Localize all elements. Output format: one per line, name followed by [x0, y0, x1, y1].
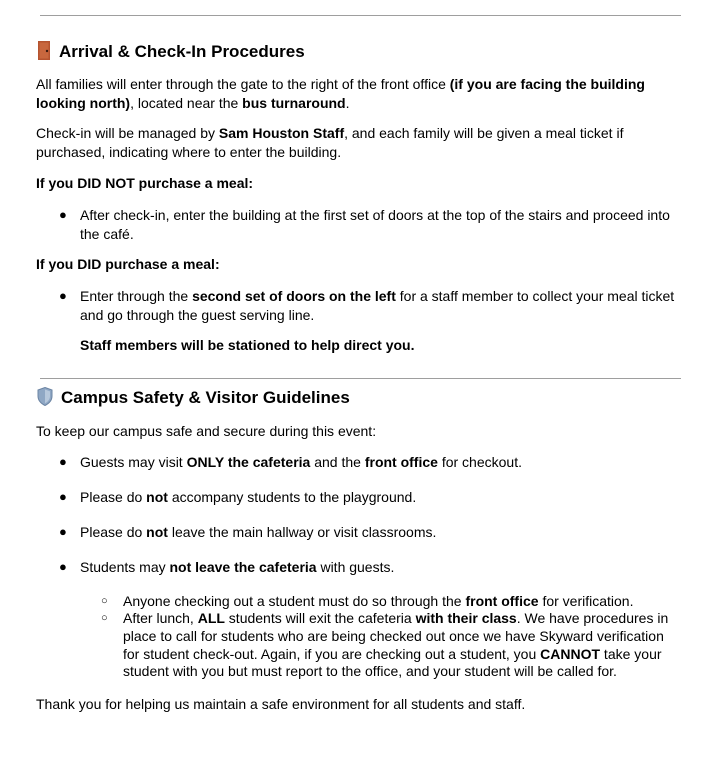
arrival-title: Arrival & Check-In Procedures	[59, 42, 305, 61]
bullet-icon: ●	[59, 288, 67, 303]
shield-icon	[37, 387, 53, 411]
document-page: Arrival & Check-In Procedures All families will enter through the gate to the right of the front office (if you are facing the building looking north), located near the bus turnaround. Check-in will be managed by Sam Houston Staff, and each family will be given a meal ticket if purchased, indicating where to enter the building. If you DID NOT purchase a meal: ● After check-in, enter the building at the first set of doors at the top of the stairs and proceed into the café. If you DID purchase a meal: ● Enter through the second set of doors on the left for a staff member to collect your meal ticket and go through the guest serving line. Staff members will be stationed to help direct you. Campus Safety & Visitor Guidelines To keep our campus safe and secure during this event: ● Guests may visit ONLY the cafeteria and the front office for checkout. ● Please do not accompany students to the playground. ● Please do not leave the main hallway or visit classrooms. ● Students may not leave the cafeteria with guests. ○ Anyone checking out a student must do so through the front office for verification. ○ After lunch, ALL students will exit the cafeteria with their class. We have procedures in place to call for students who are being checked out once we have Skyward verification for student check-out. Again, if you are checking out a student, you CANNOT take your student with you but must report to the office, and your student will be called for. Thank you for helping us maintain a safe environment for all students and staff.	[0, 0, 721, 759]
circle-bullet-icon: ○	[101, 595, 108, 607]
no-meal-label: If you DID NOT purchase a meal:	[36, 175, 254, 191]
arrival-paragraph-2: Check-in will be managed by Sam Houston Staff, and each family will be given a meal ticket if purchased, indicating where to enter the building.	[36, 125, 624, 160]
top-divider	[40, 15, 681, 16]
closing-text: Thank you for helping us maintain a safe environment for all students and staff.	[36, 696, 526, 712]
bullet-icon: ●	[59, 207, 67, 222]
arrival-heading	[37, 41, 305, 65]
arrival-paragraph-1: All families will enter through the gate to the right of the front office (if you are facing the building looking north), located near the bus turnaround.	[36, 76, 645, 111]
meal-label: If you DID purchase a meal:	[36, 256, 220, 272]
safety-title: Campus Safety & Visitor Guidelines	[61, 388, 350, 407]
door-icon	[37, 41, 51, 65]
safety-intro: To keep our campus safe and secure during this event:	[36, 423, 377, 439]
bullet-icon: ●	[59, 524, 67, 539]
bullet-icon: ●	[59, 489, 67, 504]
bullet-icon: ●	[59, 454, 67, 469]
section-divider	[40, 378, 681, 379]
bullet-icon: ●	[59, 559, 67, 574]
safety-heading	[37, 387, 350, 411]
circle-bullet-icon: ○	[101, 612, 108, 624]
